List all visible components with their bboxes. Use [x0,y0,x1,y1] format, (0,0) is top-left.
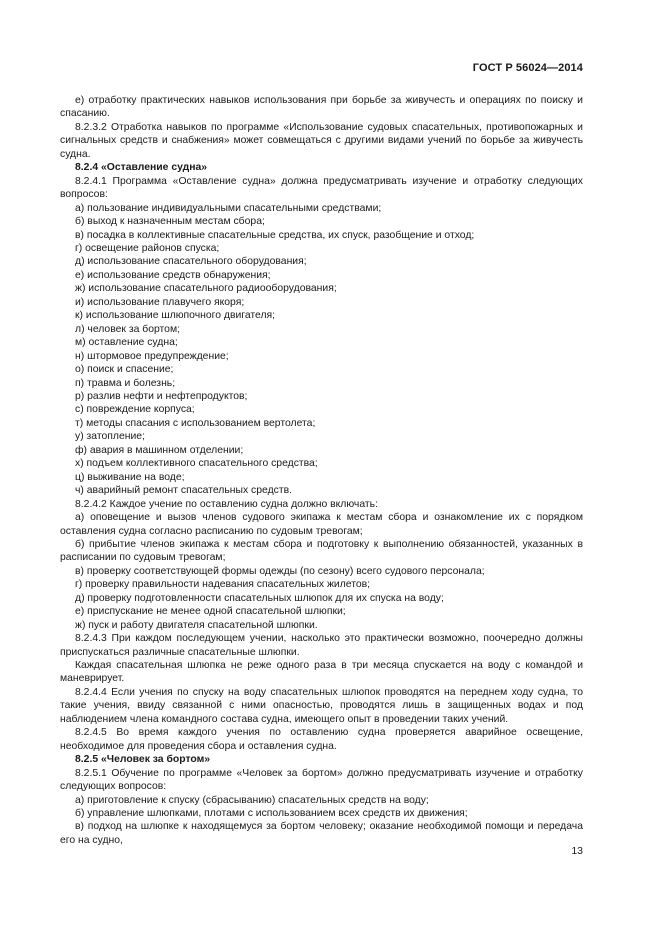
section-heading: 8.2.4 «Оставление судна» [75,162,208,174]
page-number: 13 [571,845,583,857]
list-item: в) посадка в коллективные спасательные средства, их спуск, разобщение и отход; [75,229,475,241]
paragraph: Каждая спасательная шлюпка не реже одного раза в три месяца спускается на воду с командой и маневрирует. [60,660,583,685]
list-item: н) штормовое предупреждение; [75,350,229,362]
list-item: к) использование шлюпочного двигателя; [75,310,276,322]
list-item: б) выход к назначенным местам сбора; [75,216,265,228]
list-item: л) человек за бортом; [75,323,180,335]
list-item: м) оставление судна; [75,337,178,349]
list-item: е) использование средств обнаружения; [75,269,271,281]
list-item: о) поиск и спасение; [75,364,174,376]
list-item: е) приспускание не менее одной спасательной шлюпки; [75,606,346,618]
document-code: ГОСТ Р 56024—2014 [472,62,583,74]
paragraph: 8.2.4.5 Во время каждого учения по оставлению судна проверяется аварийное освещение, необходимое для проведения сбора и оставления судна. [60,727,583,752]
list-item: б) управление шлюпками, плотами с использованием всех средств их движения; [75,808,468,820]
list-item: г) проверку правильности надевания спасательных жилетов; [75,579,371,591]
paragraph: в) подход на шлюпке к находящемуся за бортом человеку; оказание необходимой помощи и передача его на судно, [60,821,583,846]
list-item: х) подъем коллективного спасательного средства; [75,458,318,470]
paragraph: 8.2.4.1 Программа «Оставление судна» должна предусматривать изучение и отработку следующих вопросов: [60,175,583,201]
list-item: ч) аварийный ремонт спасательных средств. [75,485,293,497]
paragraph: е) отработку практических навыков использования при борьбе за живучесть и операциях по поиску и спасанию. [60,95,583,120]
list-item: ж) пуск и работу двигателя спасательной шлюпки. [75,619,318,631]
list-item: ц) выживание на воде; [75,471,185,483]
list-item: д) проверку подготовленности спасательных шлюпок для их спуска на воду; [75,592,444,604]
list-item: т) методы спасания с использованием вертолета; [75,417,316,429]
paragraph: 8.2.3.2 Отработка навыков по программе «Использование судовых спасательных, противопожарных и сигнальных средств и снабжения» может совмещаться с другими видами учений по борьбе за живучесть судна. [60,121,583,160]
list-item: ж) использование спасательного радиооборудования; [75,283,337,295]
list-item: а) приготовление к спуску (сбрасыванию) спасательных средств на воду; [75,794,429,806]
list-item: в) проверку соответствующей формы одежды (по сезону) всего судового персонала; [75,565,485,577]
list-item: а) пользование индивидуальными спасательными средствами; [75,202,382,214]
list-item: п) травма и болезнь; [75,377,176,389]
list-item: у) затопление; [75,431,145,443]
list-item: ф) авария в машинном отделении; [75,444,244,456]
paragraph: б) прибытие членов экипажа к местам сбора и подготовку к выполнению обязанностей, указанных в расписании по судовым тревогам; [60,538,583,564]
list-item: д) использование спасательного оборудования; [75,256,307,268]
list-item: и) использование плавучего якоря; [75,296,245,308]
paragraph: а) оповещение и вызов членов судового экипажа к местам сбора и ознакомление их с порядком оставления судна согласно расписанию по судовым тревогам; [60,512,583,537]
paragraph: 8.2.4.2 Каждое учение по оставлению судна должно включать: [75,498,378,510]
list-item: г) освещение районов спуска; [75,242,220,254]
paragraph: 8.2.5.1 Обучение по программе «Человек за бортом» должно предусматривать изучение и отработку следующих вопросов: [60,767,583,793]
page-body [60,94,583,847]
paragraph: 8.2.4.4 Если учения по спуску на воду спасательных шлюпок проводятся на переднем ходу судна, то такие учения, ввиду связанной с ними опасностью, проводятся лишь в защищенных водах и под наблюдением члена командного состава судна, имеющего опыт в проведении таких учений. [60,686,583,725]
list-item: р) разлив нефти и нефтепродуктов; [75,390,248,402]
section-heading: 8.2.5 «Человек за бортом» [75,754,211,766]
paragraph: 8.2.4.3 При каждом последующем учении, насколько это практически возможно, поочередно должны приспускаться различные спасательные шлюпки. [60,633,583,658]
list-item: с) повреждение корпуса; [75,404,195,416]
